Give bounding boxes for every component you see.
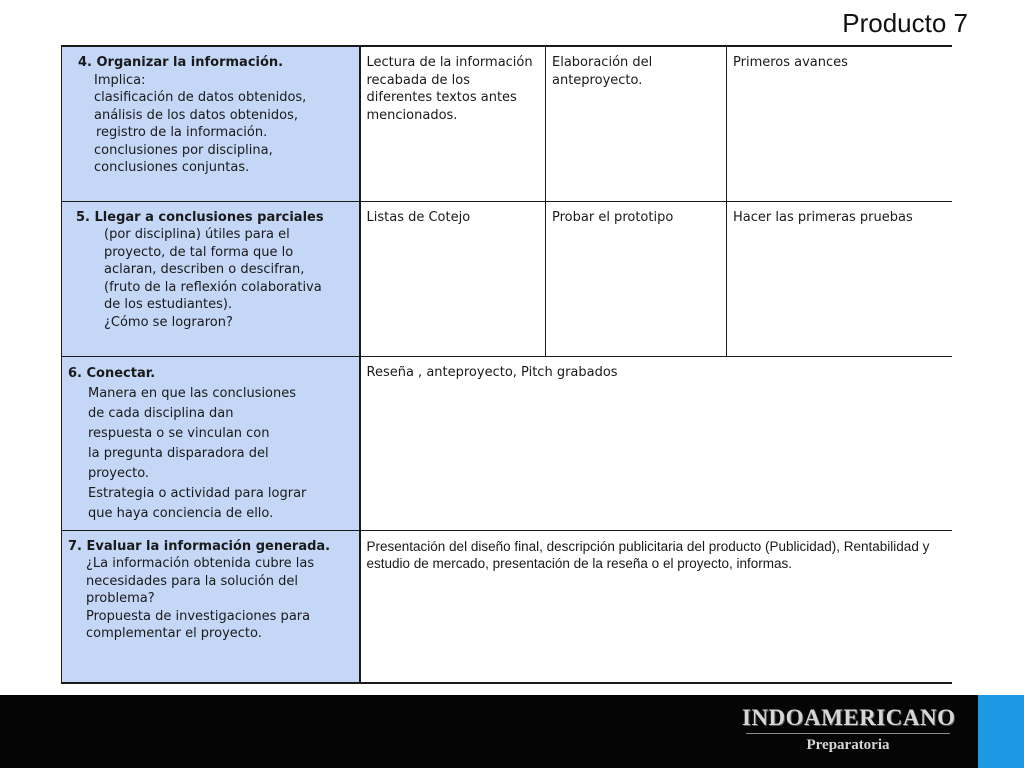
step-cell (62, 46, 360, 201)
step-line: (fruto de la reflexión colaborativa (104, 279, 322, 295)
table-cell: Listas de Cotejo (360, 201, 546, 356)
step-cell (62, 356, 360, 530)
step-line: la pregunta disparadora del (88, 445, 269, 461)
step-heading: 4. Organizar la información. (78, 55, 284, 70)
step-line: proyecto, de tal forma que lo (104, 244, 294, 260)
product-table (61, 45, 952, 684)
step-cell (62, 530, 360, 683)
logo-subtitle: Preparatoria (806, 737, 890, 753)
step-line: de los estudiantes). (104, 297, 233, 312)
table-cell: Hacer las primeras pruebas (727, 201, 952, 356)
step-line: conclusiones por disciplina, (94, 142, 273, 158)
step-line: necesidades para la solución del (86, 573, 299, 589)
step-line: registro de la información. (96, 125, 268, 140)
step-heading: 7. Evaluar la información generada. (68, 538, 331, 554)
step-line: Propuesta de investigaciones para (86, 608, 311, 624)
table-row (62, 46, 952, 201)
step-line: ¿La información obtenida cubre las (86, 556, 315, 571)
step-line: proyecto. (88, 465, 150, 481)
step-line: Manera en que las conclusiones (88, 385, 297, 401)
step-line: análisis de los datos obtenidos, (94, 107, 298, 123)
table-cell: Presentación del diseño final, descripción publicitaria del producto (Publicidad), Rentabilidad y estudio de mercado, presentación de la reseña o el proyecto, informas. (360, 530, 952, 683)
logo-name: INDOAMERICANO (742, 705, 956, 730)
footer-bar (0, 695, 1024, 768)
table-cell: Reseña , anteproyecto, Pitch grabados (360, 356, 952, 530)
step-line: (por disciplina) útiles para el (104, 227, 290, 242)
school-logo (742, 705, 954, 754)
step-line: problema? (86, 591, 155, 606)
step-line: complementar el proyecto. (86, 626, 262, 641)
page-title: Producto 7 (842, 8, 968, 38)
table-row (62, 356, 952, 530)
step-line: Estrategia o actividad para lograr (88, 485, 307, 501)
accent-block (978, 695, 1024, 768)
table-cell: Elaboración del anteproyecto. (546, 46, 727, 201)
table-cell: Lectura de la información recabada de los diferentes textos antes mencionados. (360, 46, 546, 201)
step-line: conclusiones conjuntas. (94, 160, 250, 175)
table-row (62, 530, 952, 683)
step-line: ¿Cómo se lograron? (104, 314, 233, 330)
step-heading: 5. Llegar a conclusiones parciales (76, 209, 324, 225)
table-row (62, 201, 952, 356)
step-line: que haya conciencia de ello. (88, 505, 274, 521)
step-cell (62, 201, 360, 356)
step-line: Implica: (94, 72, 146, 88)
step-line: respuesta o se vinculan con (88, 425, 270, 441)
step-line: clasificación de datos obtenidos, (94, 90, 307, 105)
logo-divider (746, 733, 950, 734)
step-line: aclaran, describen o descifran, (104, 262, 305, 277)
table-cell: Probar el prototipo (546, 201, 727, 356)
step-line: de cada disciplina dan (88, 405, 234, 421)
step-heading: 6. Conectar. (68, 365, 156, 381)
table-cell: Primeros avances (727, 46, 952, 201)
